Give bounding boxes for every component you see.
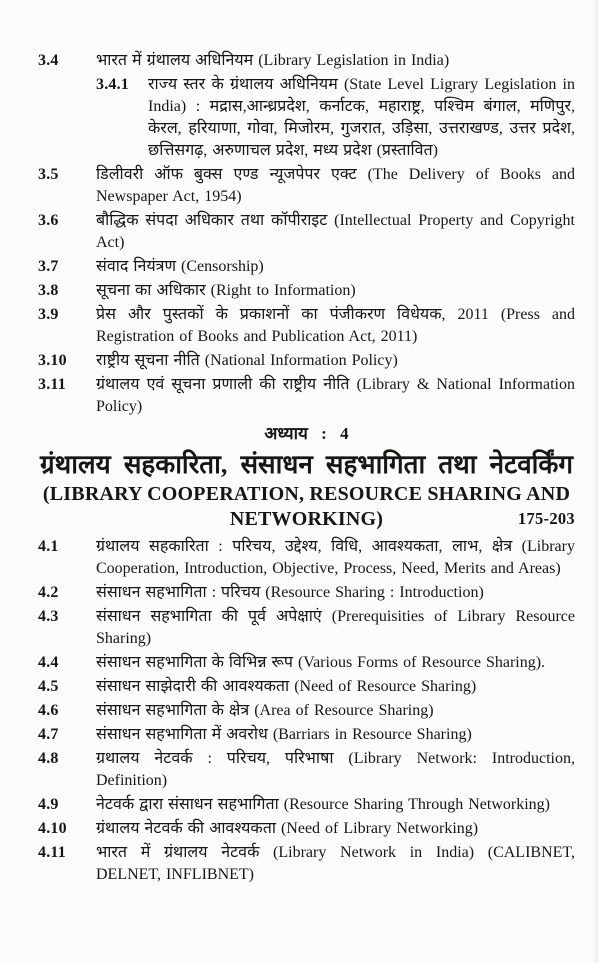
toc-entry-text: राष्ट्रीय सूचना नीति (National Information Policy)	[96, 352, 398, 369]
toc-entry-number: 3.5	[38, 166, 59, 183]
toc-entry-4.5	[38, 676, 575, 698]
toc-entry-text: संसाधन सहभागिता : परिचय (Resource Sharing : Introduction)	[96, 584, 484, 601]
toc-entry-4.2	[38, 582, 575, 604]
toc-entry-number: 4.8	[38, 750, 59, 767]
toc-entry-number: 3.11	[38, 376, 66, 393]
toc-entry-number: 3.4.1	[96, 76, 129, 93]
toc-entry-text: भारत में ग्रंथालय अधिनियम (Library Legislation in India)	[96, 52, 450, 69]
toc-entry-3.5	[38, 164, 575, 208]
toc-entry-number: 4.4	[38, 654, 59, 671]
toc-entry-text: संसाधन सहभागिता के क्षेत्र (Area of Resource Sharing)	[96, 702, 434, 719]
toc-entry-number: 4.5	[38, 678, 59, 695]
toc-entry-4.6	[38, 700, 575, 722]
toc-entry-number: 3.7	[38, 258, 59, 275]
toc-entry-3.4.1	[96, 74, 575, 162]
toc-entry-text: संसाधन साझेदारी की आवश्यकता (Need of Resource Sharing)	[96, 678, 477, 695]
toc-entry-number: 4.11	[38, 844, 66, 861]
toc-entry-3.11	[38, 374, 575, 418]
toc-entry-text: ग्रंथालय नेटवर्क की आवश्यकता (Need of Library Networking)	[96, 820, 479, 837]
toc-entry-text: नेटवर्क द्वारा संसाधन सहभागिता (Resource Sharing Through Networking)	[96, 796, 550, 813]
toc-entry-4.8	[38, 748, 575, 792]
toc-entry-3.7	[38, 256, 575, 278]
toc-entry-3.8	[38, 280, 575, 302]
toc-list-chapter-3	[38, 50, 575, 418]
toc-entry-4.4	[38, 652, 575, 674]
chapter-page-range: 175-203	[517, 509, 575, 528]
toc-entry-text: भारत में ग्रंथालय नेटवर्क (Library Network in India) (CALIBNET, DELNET, INFLIBNET)	[96, 844, 575, 883]
toc-entry-text: संसाधन सहभागिता के विभिन्न रूप (Various Forms of Resource Sharing).	[96, 654, 546, 671]
toc-entry-4.9	[38, 794, 575, 816]
toc-list-chapter-4	[38, 536, 575, 886]
toc-entry-4.10	[38, 818, 575, 840]
toc-entry-text: संसाधन सहभागिता की पूर्व अपेक्षाएं (Prerequisities of Library Resource Sharing)	[96, 608, 575, 647]
toc-entry-text: संवाद नियंत्रण (Censorship)	[96, 258, 264, 275]
toc-entry-text: प्रेस और पुस्तकों के प्रकाशनों का पंजीकरण विधेयक, 2011 (Press and Registration of Books and Publication Act, 2011)	[96, 306, 575, 345]
toc-entry-number: 3.6	[38, 212, 59, 229]
toc-entry-number: 4.3	[38, 608, 59, 625]
toc-entry-number: 4.10	[38, 820, 67, 837]
toc-entry-number: 4.1	[38, 538, 59, 555]
toc-entry-number: 3.9	[38, 306, 59, 323]
toc-entry-number: 4.2	[38, 584, 59, 601]
toc-entry-3.10	[38, 350, 575, 372]
toc-entry-4.1	[38, 536, 575, 580]
chapter-title-english-line2-row	[38, 507, 575, 532]
toc-entry-text: बौद्धिक संपदा अधिकार तथा कॉपीराइट (Intellectual Property and Copyright Act)	[96, 212, 575, 251]
chapter-title-english-line2: NETWORKING)	[229, 508, 384, 530]
toc-entry-number: 4.6	[38, 702, 59, 719]
toc-entry-3.4	[38, 50, 575, 72]
toc-entry-text: डिलीवरी ऑफ बुक्स एण्ड न्यूजपेपर एक्ट (The Delivery of Books and Newspaper Act, 1954)	[96, 166, 575, 205]
toc-entry-text: ग्रंथालय सहकारिता : परिचय, उद्देश्य, विधि, आवश्यकता, लाभ, क्षेत्र (Library Cooperation, Introduction, Objective, Process, Need, Merits and Areas)	[96, 538, 575, 577]
toc-entry-number: 4.7	[38, 726, 59, 743]
toc-entry-text: संसाधन सहभागिता में अवरोध (Barriars in Resource Sharing)	[96, 726, 472, 743]
toc-entry-4.3	[38, 606, 575, 650]
chapter-title-english-line1: (LIBRARY COOPERATION, RESOURCE SHARING AND	[42, 483, 571, 505]
toc-entry-text: राज्य स्तर के ग्रंथालय अधिनियम (State Level Ligrary Legislation in India) : मद्रास,आन्ध्रप्रदेश, कर्नाटक, महाराष्ट्र, पश्चिम बंगाल, मणिपुर, केरल, हरियाणा, गोवा, मिजोरम, गुजरात, उड़िसा, उत्तराखण्ड, उत्तर प्रदेश, छत्तिसगढ़, अरुणाचल प्रदेश, मध्य प्रदेश (प्रस्तावित)	[148, 76, 575, 159]
toc-entry-3.9	[38, 304, 575, 348]
toc-entry-3.6	[38, 210, 575, 254]
toc-entry-4.11	[38, 842, 575, 886]
toc-entry-number: 4.9	[38, 796, 59, 813]
toc-entry-number: 3.10	[38, 352, 67, 369]
toc-entry-number: 3.4	[38, 52, 59, 69]
chapter-heading-label: अध्याय : 4	[264, 424, 349, 443]
toc-entry-text: ग्रंथालय एवं सूचना प्रणाली की राष्ट्रीय नीति (Library & National Information Policy)	[96, 376, 575, 415]
chapter-title-hindi: ग्रंथालय सहकारिता, संसाधन सहभागिता तथा नेटवर्किंग	[40, 450, 573, 479]
toc-entry-text: ग्रथालय नेटवर्क : परिचय, परिभाषा (Library Network: Introduction, Definition)	[96, 750, 575, 789]
toc-entry-number: 3.8	[38, 282, 59, 299]
toc-entry-4.7	[38, 724, 575, 746]
chapter-4-header	[38, 423, 575, 532]
toc-entry-text: सूचना का अधिकार (Right to Information)	[96, 282, 356, 299]
